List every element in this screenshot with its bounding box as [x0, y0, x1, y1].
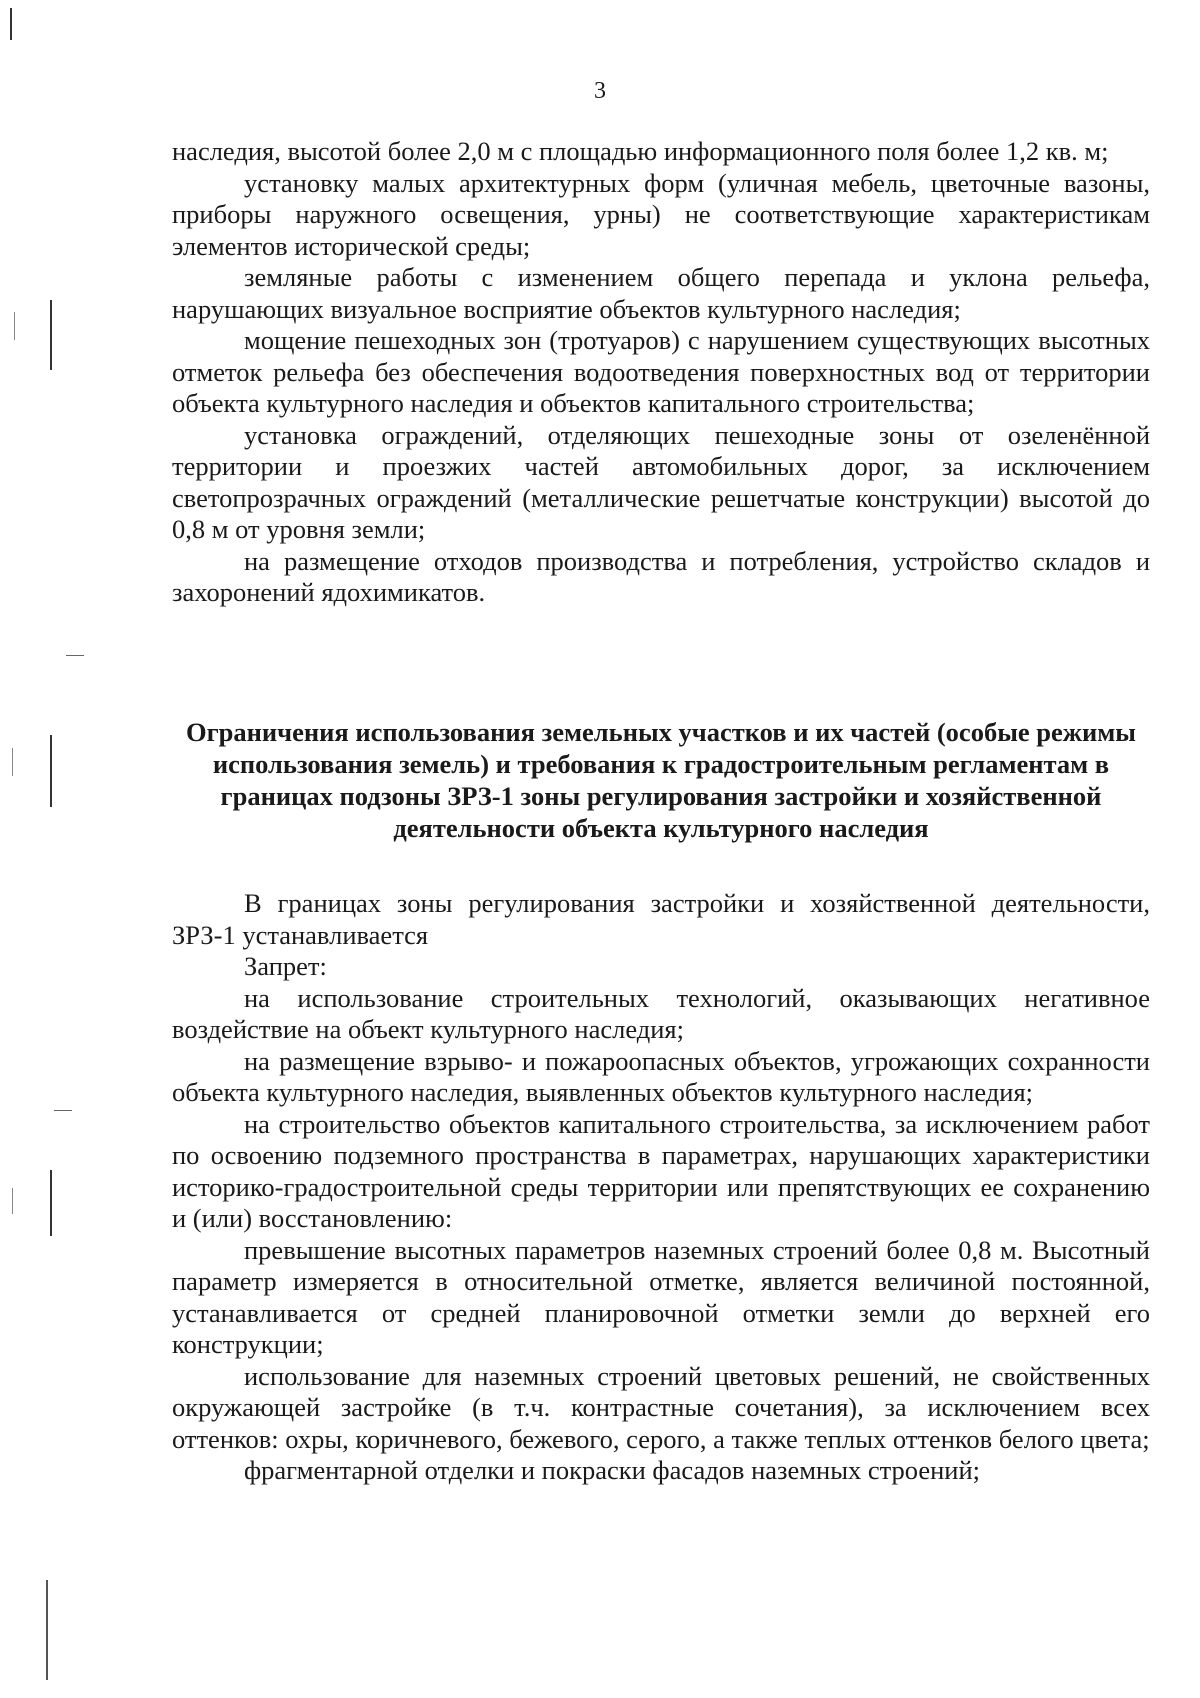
paragraph: на размещение отходов производства и потребления, устройство складов и захоронений ядохимикатов.	[172, 545, 1150, 607]
paragraph: мощение пешеходных зон (тротуаров) с нарушением существующих высотных отметок рельефа без обеспечения водоотведения поверхностных вод от территории объекта культурного наследия и объектов капитального строительства;	[172, 325, 1150, 418]
paragraph: земляные работы с изменением общего перепада и уклона рельефа, нарушающих визуальное восприятие объектов культурного наследия;	[172, 262, 1150, 324]
scan-artifact-mark	[12, 748, 13, 776]
paragraph: превышение высотных параметров наземных строений более 0,8 м. Высотный параметр измеряется в относительной отметке, является величиной постоянной, устанавливается от средней планировочной отметки земли до верхней его конструкции;	[172, 1234, 1150, 1359]
scan-artifact-mark	[10, 8, 12, 40]
text-block-zrz1-restrictions	[172, 888, 1150, 1487]
page-number: 3	[594, 78, 606, 104]
paragraph: установку малых архитектурных форм (уличная мебель, цветочные вазоны, приборы наружного освещения, урны) не соответствующие характеристикам элементов исторической среды;	[172, 167, 1150, 261]
text-block-prohibitions-continued	[172, 136, 1150, 609]
scan-artifact-mark	[46, 1580, 48, 1680]
scan-artifact-mark	[50, 735, 52, 807]
scan-artifact-mark	[66, 655, 84, 656]
scan-artifact-mark	[12, 1188, 13, 1214]
paragraph: на размещение взрыво- и пожароопасных объектов, угрожающих сохранности объекта культурного наследия, выявленных объектов культурного наследия;	[172, 1045, 1150, 1107]
scan-artifact-mark	[54, 1110, 72, 1111]
scan-artifact-mark	[50, 1170, 52, 1236]
paragraph: использование для наземных строений цветовых решений, не свойственных окружающей застройке (в т.ч. контрастные сочетания), за исключением всех оттенков: охры, коричневого, бежевого, серого, а также теплых оттенков белого цвета;	[172, 1360, 1150, 1454]
section-heading: Ограничения использования земельных участков и их частей (особые режимы использования земель) и требования к градостроительным регламентам в границах подзоны ЗРЗ-1 зоны регулирования застройки и хозяйственной деятельности объекта культурного наследия	[185, 717, 1136, 843]
scan-artifact-mark	[14, 312, 15, 340]
scan-artifact-mark	[50, 300, 52, 370]
paragraph: фрагментарной отделки и покраски фасадов наземных строений;	[244, 1455, 981, 1485]
paragraph: на использование строительных технологий, оказывающих негативное воздействие на объект культурного наследия;	[172, 982, 1150, 1044]
paragraph: наследия, высотой более 2,0 м с площадью информационного поля более 1,2 кв. м;	[172, 136, 1109, 166]
paragraph: на строительство объектов капитального строительства, за исключением работ по освоению подземного пространства в параметрах, нарушающих характеристики историко-градостроительной среды территории или препятствующих ее сохранению и (или) восстановлению:	[172, 1108, 1150, 1233]
paragraph-label: Запрет:	[244, 951, 327, 981]
paragraph: В границах зоны регулирования застройки и хозяйственной деятельности, ЗРЗ-1 устанавливается	[172, 888, 1150, 950]
paragraph: установка ограждений, отделяющих пешеходные зоны от озеленённой территории и проезжих частей автомобильных дорог, за исключением светопрозрачных ограждений (металлические решетчатые конструкции) высотой до 0,8 м от уровня земли;	[172, 419, 1150, 544]
